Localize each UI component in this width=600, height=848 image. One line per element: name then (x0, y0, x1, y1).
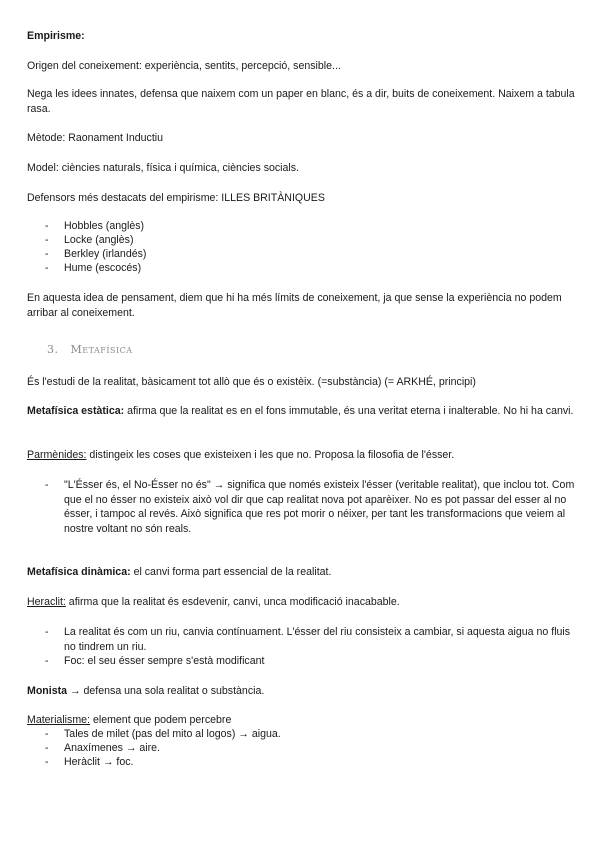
list-item: - "L'Ésser és, el No-Ésser no és" → significa que només existeix l'ésser (veritable realitat), que inclou tot. Com que el no ésser no existeix això vol dir que cap realitat nova pot aparèixer. No es pot passar del esser al no ésser, i tampoc al revés. Això significa que res pot morir o néixer, per tant les transformacions que veiem al nostre voltant no són reals. (45, 479, 575, 535)
empirisme-metode: Mètode: Raonament Inductiu (27, 132, 164, 144)
list-item: - La realitat és com un riu, canvia contínuament. L'ésser del riu consisteix a cambiar, si aquesta aigua no fluis no tindrem un riu. (45, 626, 571, 653)
parmenides-paragraph: Parmènides: distingeix les coses que existeixen i les que no. Proposa la filosofia de l'ésser. (27, 449, 455, 461)
list-item: - Heràclit → foc. (45, 756, 134, 768)
list-item: - Anaxímenes → aire. (45, 742, 160, 754)
empirisme-title: Empirisme: (27, 30, 85, 42)
section-heading: 3. Metafísica (47, 343, 133, 356)
list-item: - Foc: el seu ésser sempre s'està modificant (45, 655, 265, 667)
empirisme-nega: Nega les idees innates, defensa que naixem com un paper en blanc, és a dir, buits de coneixement. Naixem a tabula rasa. (27, 88, 575, 115)
materialisme-paragraph: Materialisme: element que podem percebre (27, 714, 232, 726)
empirisme-limits: En aquesta idea de pensament, diem que hi ha més límits de coneixement, ja que sense la experiència no podem arribar al coneixement. (27, 292, 562, 319)
empirisme-defensors: Defensors més destacats del empirisme: ILLES BRITÀNIQUES (27, 192, 325, 204)
monista-paragraph: Monista → defensa una sola realitat o substància. (27, 685, 265, 697)
metafisica-estatica: Metafísica estàtica: afirma que la realitat es en el fons immutable, és una veritat eterna i inalterable. No hi ha canvi. (27, 405, 574, 417)
metafisica-intro: És l'estudi de la realitat, bàsicament tot allò que és o existèix. (=substància) (= ARKHÉ, principi) (27, 376, 476, 388)
heraclit-paragraph: Heraclit: afirma que la realitat és esdevenir, canvi, unca modificació inacabable. (27, 596, 400, 608)
metafisica-dinamica: Metafísica dinàmica: el canvi forma part essencial de la realitat. (27, 566, 332, 578)
list-item: - Tales de milet (pas del mito al logos) → aigua. (45, 728, 281, 740)
empirisme-model: Model: ciències naturals, física i química, ciències socials. (27, 162, 300, 174)
empirisme-origen: Origen del coneixement: experiència, sentits, percepció, sensible... (27, 60, 341, 72)
list-item: - Hume (escocés) (45, 262, 142, 274)
list-item: - Locke (anglès) (45, 234, 134, 246)
list-item: - Berkley (irlandés) (45, 248, 147, 260)
list-item: - Hobbles (anglès) (45, 220, 145, 232)
